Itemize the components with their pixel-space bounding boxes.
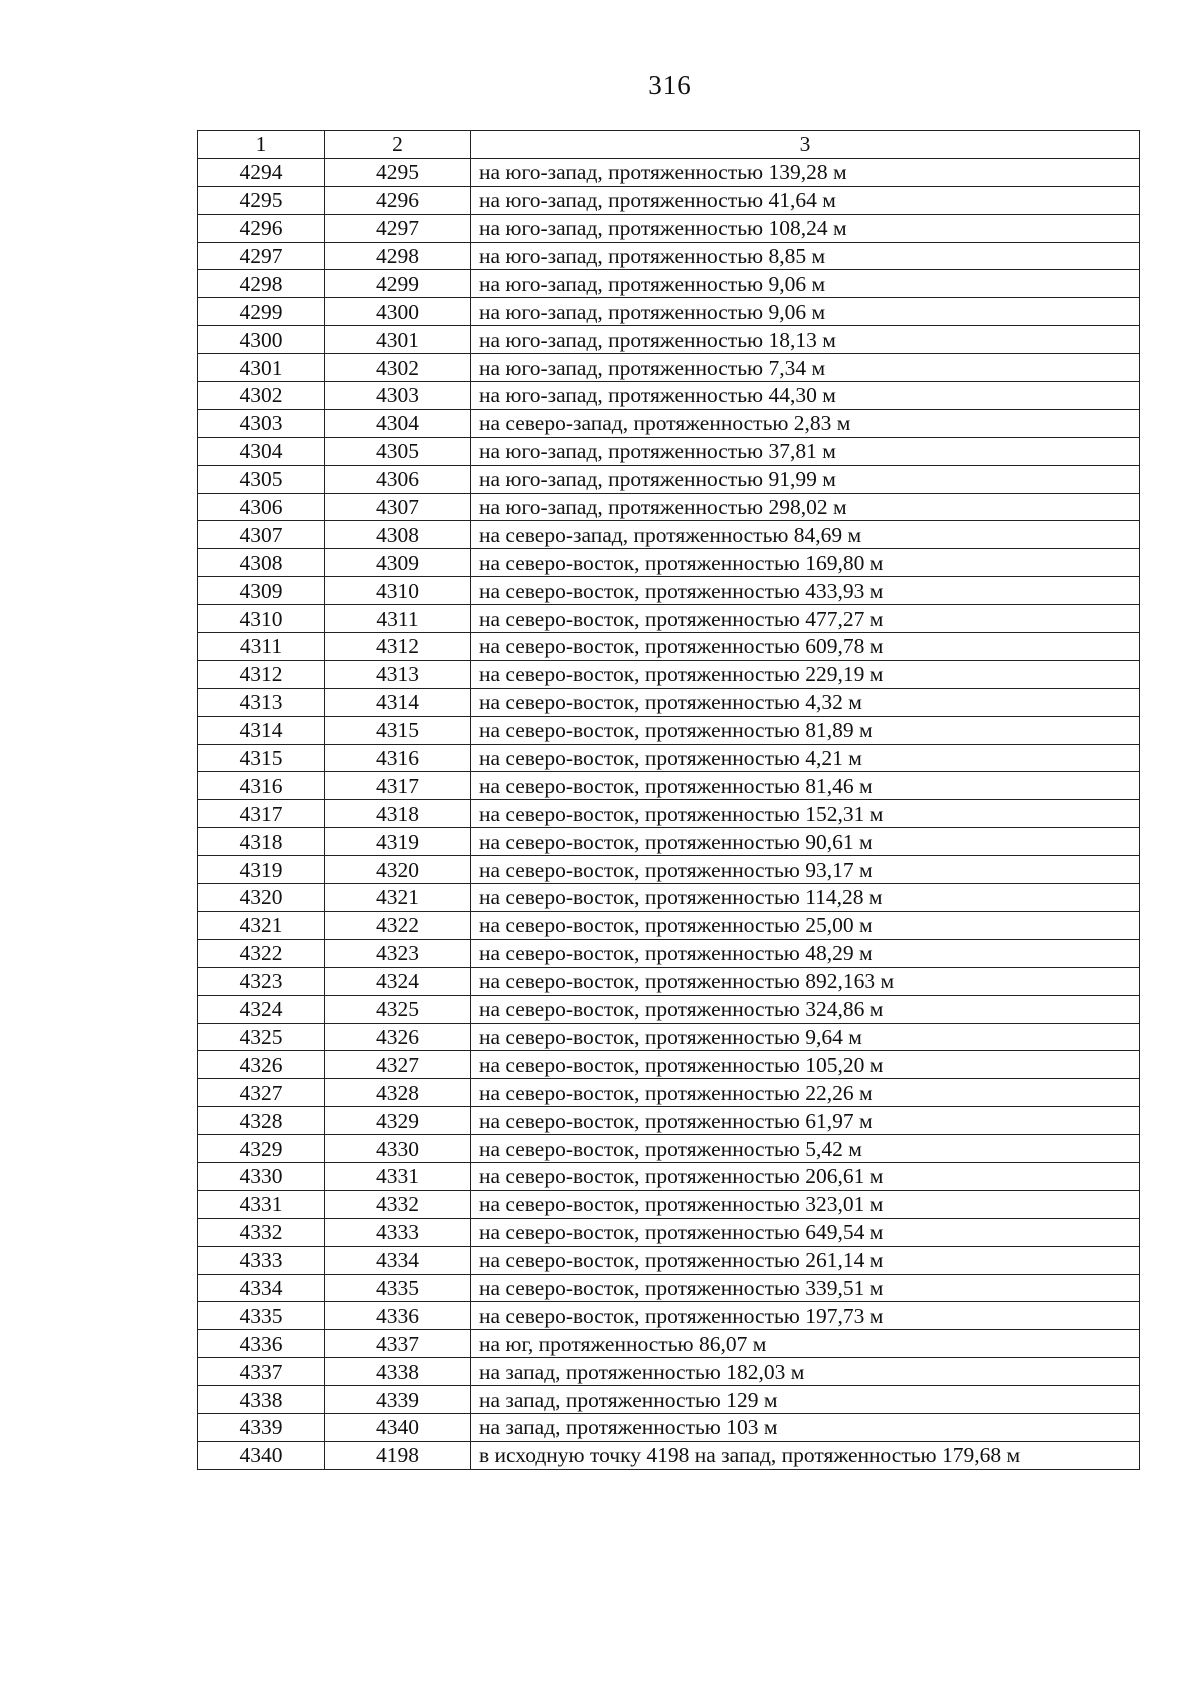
description-cell: на юго-запад, протяженностью 37,81 м: [471, 437, 1140, 465]
from-point-cell: 4324: [198, 995, 325, 1023]
from-point-cell: 4332: [198, 1218, 325, 1246]
table-row: [198, 716, 1140, 744]
description-cell: на северо-восток, протяженностью 477,27 м: [471, 605, 1140, 633]
from-point-cell: 4331: [198, 1190, 325, 1218]
to-point-cell: 4306: [325, 465, 471, 493]
from-point-cell: 4321: [198, 911, 325, 939]
to-point-cell: 4295: [325, 158, 471, 186]
table-row: [198, 242, 1140, 270]
description-cell: на северо-восток, протяженностью 4,32 м: [471, 688, 1140, 716]
table-row: [198, 298, 1140, 326]
table-row: [198, 1218, 1140, 1246]
to-point-cell: 4308: [325, 521, 471, 549]
description-cell: на северо-восток, протяженностью 609,78 м: [471, 633, 1140, 661]
description-cell: на северо-восток, протяженностью 90,61 м: [471, 828, 1140, 856]
table-row: [198, 382, 1140, 410]
to-point-cell: 4315: [325, 716, 471, 744]
to-point-cell: 4335: [325, 1274, 471, 1302]
table-row: [198, 1190, 1140, 1218]
to-point-cell: 4327: [325, 1051, 471, 1079]
description-cell: на северо-восток, протяженностью 649,54 м: [471, 1218, 1140, 1246]
description-cell: на юго-запад, протяженностью 108,24 м: [471, 214, 1140, 242]
description-cell: на северо-восток, протяженностью 81,46 м: [471, 772, 1140, 800]
to-point-cell: 4300: [325, 298, 471, 326]
description-cell: на юго-запад, протяженностью 139,28 м: [471, 158, 1140, 186]
description-cell: на юго-запад, протяженностью 44,30 м: [471, 382, 1140, 410]
description-cell: на северо-восток, протяженностью 261,14 м: [471, 1246, 1140, 1274]
from-point-cell: 4340: [198, 1441, 325, 1469]
description-cell: на северо-восток, протяженностью 324,86 м: [471, 995, 1140, 1023]
description-cell: на северо-восток, протяженностью 9,64 м: [471, 1023, 1140, 1051]
table-row: [198, 493, 1140, 521]
table-row: [198, 1302, 1140, 1330]
description-cell: на северо-восток, протяженностью 892,163 м: [471, 967, 1140, 995]
to-point-cell: 4198: [325, 1441, 471, 1469]
from-point-cell: 4313: [198, 688, 325, 716]
from-point-cell: 4306: [198, 493, 325, 521]
table-row: [198, 1107, 1140, 1135]
from-point-cell: 4311: [198, 633, 325, 661]
table-row: [198, 1358, 1140, 1386]
table-row: [198, 800, 1140, 828]
table-row: [198, 437, 1140, 465]
description-cell: на северо-восток, протяженностью 323,01 м: [471, 1190, 1140, 1218]
from-point-cell: 4339: [198, 1413, 325, 1441]
to-point-cell: 4337: [325, 1330, 471, 1358]
description-cell: на юго-запад, протяженностью 91,99 м: [471, 465, 1140, 493]
table-body: [198, 158, 1140, 1469]
table-row: [198, 1441, 1140, 1469]
to-point-cell: 4297: [325, 214, 471, 242]
from-point-cell: 4299: [198, 298, 325, 326]
to-point-cell: 4311: [325, 605, 471, 633]
from-point-cell: 4302: [198, 382, 325, 410]
from-point-cell: 4316: [198, 772, 325, 800]
from-point-cell: 4307: [198, 521, 325, 549]
table-row: [198, 577, 1140, 605]
from-point-cell: 4335: [198, 1302, 325, 1330]
table-row: [198, 660, 1140, 688]
boundary-points-table: [197, 130, 1140, 1470]
to-point-cell: 4325: [325, 995, 471, 1023]
description-cell: на северо-восток, протяженностью 114,28 м: [471, 884, 1140, 912]
table-row: [198, 214, 1140, 242]
from-point-cell: 4312: [198, 660, 325, 688]
table-row: [198, 995, 1140, 1023]
description-cell: на юго-запад, протяженностью 41,64 м: [471, 186, 1140, 214]
to-point-cell: 4320: [325, 856, 471, 884]
to-point-cell: 4332: [325, 1190, 471, 1218]
table-row: [198, 465, 1140, 493]
from-point-cell: 4303: [198, 409, 325, 437]
from-point-cell: 4314: [198, 716, 325, 744]
from-point-cell: 4338: [198, 1386, 325, 1414]
table-row: [198, 354, 1140, 382]
to-point-cell: 4336: [325, 1302, 471, 1330]
description-cell: на северо-восток, протяженностью 339,51 м: [471, 1274, 1140, 1302]
table-row: [198, 911, 1140, 939]
column-header-to-point: 2: [325, 131, 471, 159]
description-cell: на северо-восток, протяженностью 169,80 м: [471, 549, 1140, 577]
table-row: [198, 186, 1140, 214]
description-cell: на запад, протяженностью 103 м: [471, 1413, 1140, 1441]
description-cell: в исходную точку 4198 на запад, протяженностью 179,68 м: [471, 1441, 1140, 1469]
from-point-cell: 4323: [198, 967, 325, 995]
table-row: [198, 1135, 1140, 1163]
table-row: [198, 884, 1140, 912]
description-cell: на северо-восток, протяженностью 61,97 м: [471, 1107, 1140, 1135]
table-row: [198, 1413, 1140, 1441]
table-row: [198, 1330, 1140, 1358]
table-row: [198, 1246, 1140, 1274]
to-point-cell: 4296: [325, 186, 471, 214]
to-point-cell: 4313: [325, 660, 471, 688]
to-point-cell: 4328: [325, 1079, 471, 1107]
to-point-cell: 4299: [325, 270, 471, 298]
table-row: [198, 828, 1140, 856]
from-point-cell: 4336: [198, 1330, 325, 1358]
to-point-cell: 4321: [325, 884, 471, 912]
description-cell: на северо-восток, протяженностью 105,20 м: [471, 1051, 1140, 1079]
to-point-cell: 4317: [325, 772, 471, 800]
description-cell: на запад, протяженностью 182,03 м: [471, 1358, 1140, 1386]
from-point-cell: 4304: [198, 437, 325, 465]
to-point-cell: 4340: [325, 1413, 471, 1441]
column-header-from-point: 1: [198, 131, 325, 159]
from-point-cell: 4326: [198, 1051, 325, 1079]
to-point-cell: 4309: [325, 549, 471, 577]
table-row: [198, 633, 1140, 661]
description-cell: на северо-запад, протяженностью 84,69 м: [471, 521, 1140, 549]
description-cell: на юг, протяженностью 86,07 м: [471, 1330, 1140, 1358]
to-point-cell: 4338: [325, 1358, 471, 1386]
from-point-cell: 4337: [198, 1358, 325, 1386]
table-row: [198, 772, 1140, 800]
to-point-cell: 4331: [325, 1162, 471, 1190]
to-point-cell: 4326: [325, 1023, 471, 1051]
table-row: [198, 1274, 1140, 1302]
from-point-cell: 4296: [198, 214, 325, 242]
table-row: [198, 744, 1140, 772]
from-point-cell: 4317: [198, 800, 325, 828]
from-point-cell: 4320: [198, 884, 325, 912]
table-row: [198, 688, 1140, 716]
to-point-cell: 4304: [325, 409, 471, 437]
from-point-cell: 4333: [198, 1246, 325, 1274]
to-point-cell: 4298: [325, 242, 471, 270]
description-cell: на северо-восток, протяженностью 206,61 м: [471, 1162, 1140, 1190]
table-row: [198, 409, 1140, 437]
from-point-cell: 4298: [198, 270, 325, 298]
from-point-cell: 4310: [198, 605, 325, 633]
from-point-cell: 4318: [198, 828, 325, 856]
description-cell: на северо-восток, протяженностью 433,93 м: [471, 577, 1140, 605]
from-point-cell: 4334: [198, 1274, 325, 1302]
to-point-cell: 4314: [325, 688, 471, 716]
to-point-cell: 4329: [325, 1107, 471, 1135]
description-cell: на северо-восток, протяженностью 93,17 м: [471, 856, 1140, 884]
from-point-cell: 4308: [198, 549, 325, 577]
from-point-cell: 4309: [198, 577, 325, 605]
description-cell: на северо-восток, протяженностью 197,73 м: [471, 1302, 1140, 1330]
from-point-cell: 4322: [198, 939, 325, 967]
table-row: [198, 856, 1140, 884]
table-row: [198, 1162, 1140, 1190]
table-row: [198, 1079, 1140, 1107]
to-point-cell: 4322: [325, 911, 471, 939]
description-cell: на юго-запад, протяженностью 298,02 м: [471, 493, 1140, 521]
from-point-cell: 4301: [198, 354, 325, 382]
to-point-cell: 4324: [325, 967, 471, 995]
table-row: [198, 1023, 1140, 1051]
table-row: [198, 967, 1140, 995]
to-point-cell: 4305: [325, 437, 471, 465]
from-point-cell: 4294: [198, 158, 325, 186]
from-point-cell: 4319: [198, 856, 325, 884]
description-cell: на запад, протяженностью 129 м: [471, 1386, 1140, 1414]
table-row: [198, 158, 1140, 186]
column-header-description: 3: [471, 131, 1140, 159]
from-point-cell: 4295: [198, 186, 325, 214]
to-point-cell: 4310: [325, 577, 471, 605]
table-header-row: [198, 131, 1140, 159]
table-row: [198, 939, 1140, 967]
description-cell: на северо-восток, протяженностью 5,42 м: [471, 1135, 1140, 1163]
description-cell: на северо-восток, протяженностью 229,19 м: [471, 660, 1140, 688]
table-row: [198, 326, 1140, 354]
description-cell: на юго-запад, протяженностью 8,85 м: [471, 242, 1140, 270]
description-cell: на северо-восток, протяженностью 4,21 м: [471, 744, 1140, 772]
to-point-cell: 4333: [325, 1218, 471, 1246]
to-point-cell: 4303: [325, 382, 471, 410]
from-point-cell: 4329: [198, 1135, 325, 1163]
page-number: 316: [648, 70, 692, 100]
from-point-cell: 4297: [198, 242, 325, 270]
to-point-cell: 4301: [325, 326, 471, 354]
description-cell: на северо-восток, протяженностью 48,29 м: [471, 939, 1140, 967]
description-cell: на северо-восток, протяженностью 22,26 м: [471, 1079, 1140, 1107]
to-point-cell: 4318: [325, 800, 471, 828]
from-point-cell: 4315: [198, 744, 325, 772]
to-point-cell: 4323: [325, 939, 471, 967]
description-cell: на северо-восток, протяженностью 81,89 м: [471, 716, 1140, 744]
from-point-cell: 4305: [198, 465, 325, 493]
description-cell: на юго-запад, протяженностью 18,13 м: [471, 326, 1140, 354]
from-point-cell: 4327: [198, 1079, 325, 1107]
table-row: [198, 549, 1140, 577]
to-point-cell: 4319: [325, 828, 471, 856]
description-cell: на юго-запад, протяженностью 7,34 м: [471, 354, 1140, 382]
to-point-cell: 4316: [325, 744, 471, 772]
to-point-cell: 4330: [325, 1135, 471, 1163]
table-row: [198, 1051, 1140, 1079]
description-cell: на северо-запад, протяженностью 2,83 м: [471, 409, 1140, 437]
to-point-cell: 4334: [325, 1246, 471, 1274]
table-row: [198, 270, 1140, 298]
description-cell: на юго-запад, протяженностью 9,06 м: [471, 298, 1140, 326]
to-point-cell: 4302: [325, 354, 471, 382]
description-cell: на юго-запад, протяженностью 9,06 м: [471, 270, 1140, 298]
from-point-cell: 4328: [198, 1107, 325, 1135]
from-point-cell: 4325: [198, 1023, 325, 1051]
table-row: [198, 605, 1140, 633]
from-point-cell: 4330: [198, 1162, 325, 1190]
table-row: [198, 521, 1140, 549]
to-point-cell: 4339: [325, 1386, 471, 1414]
table-row: [198, 1386, 1140, 1414]
to-point-cell: 4312: [325, 633, 471, 661]
from-point-cell: 4300: [198, 326, 325, 354]
to-point-cell: 4307: [325, 493, 471, 521]
description-cell: на северо-восток, протяженностью 25,00 м: [471, 911, 1140, 939]
description-cell: на северо-восток, протяженностью 152,31 м: [471, 800, 1140, 828]
